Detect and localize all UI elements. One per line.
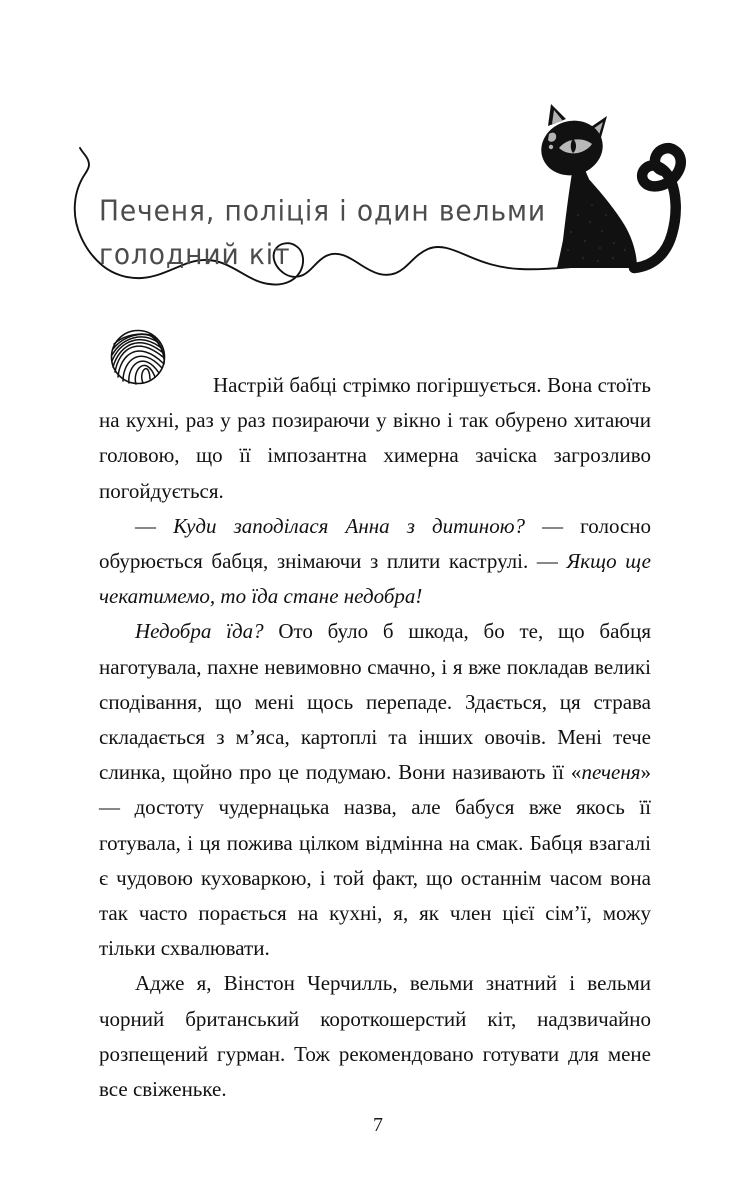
paragraph-3-run-2: Ото було б шкода, бо те, що бабця наготувала, пахне невимовно смачно, і я вже покладав великі сподівання, що мені щось перепаде. Здається, ця страва складається з м’яса, картоплі та інших овочів. Мені тече слинка, щойно про це подумаю. Вони називають її « xyxy=(99,619,651,785)
cat-face-marking xyxy=(548,133,556,142)
cat-body xyxy=(557,167,637,268)
chapter-title-line-2: голодний кіт xyxy=(99,238,291,272)
paragraph-4-run-1: Адже я, Вінстон Черчилль, вельми знатний і вельми чорний британський короткошерстий кіт, надзвичайно розпещений гурман. Тож рекомендовано готувати для мене все свіженьке. xyxy=(99,971,651,1102)
chapter-title xyxy=(99,190,546,277)
paragraph-2-run-3: — голосно обурюється бабця, знімаючи з плити каструлі. — xyxy=(99,513,652,574)
paragraph-2-run-4: Якщо ще чекатимемо, то їда стане недобра! xyxy=(99,549,651,609)
paragraph-1-run-1: Настрій бабці стрімко погіршується. Вона стоїть на кухні, раз у раз позираючи у вікно і так обурено хитаючи головою, що її імпозантна химерна зачіска загрозливо погойдується. xyxy=(99,373,651,503)
cat-ear-left-inner xyxy=(552,110,563,124)
page-number: 7 xyxy=(373,1114,383,1136)
paragraph-3-run-4: » — достоту чудернацька назва, але бабуся вже якось її готувала, і ця пожива цілком відмінна на смак. Бабця взагалі є чудовою куховаркою, і той факт, що останнім часом вона так часто порається на кухні, я, як член цієї сім’ї, можу тільки схвалювати. xyxy=(99,760,651,961)
chapter-title-line-1: Печеня, поліція і один вельми xyxy=(99,195,546,228)
cat-ear-right-inner xyxy=(590,122,603,138)
paragraph-3 xyxy=(99,614,651,966)
cat-head xyxy=(535,114,609,183)
paragraph-2 xyxy=(99,509,651,615)
black-cat-sitting xyxy=(535,104,681,268)
paragraph-4 xyxy=(99,966,651,1107)
paragraph-2-run-1: — xyxy=(135,513,174,538)
paragraph-3-run-1: Недобра їда? xyxy=(135,619,264,644)
yarn-ball-float-spacer xyxy=(99,368,177,388)
cat-eye xyxy=(559,139,592,153)
cat-face-dot xyxy=(549,145,553,149)
cat-ear-left xyxy=(548,104,566,126)
body-text xyxy=(99,368,651,1107)
cat-neck xyxy=(568,148,589,183)
cat-ear-right xyxy=(588,116,607,141)
paragraph-3-run-3: печеня xyxy=(581,760,641,785)
cat-eye-pupil xyxy=(571,139,576,153)
paragraph-1 xyxy=(99,368,651,509)
paragraph-2-run-2: Куди заподілася Анна з дитиною? xyxy=(173,513,526,538)
cat-tail xyxy=(634,148,681,268)
cat-fur-speckles xyxy=(567,204,626,262)
